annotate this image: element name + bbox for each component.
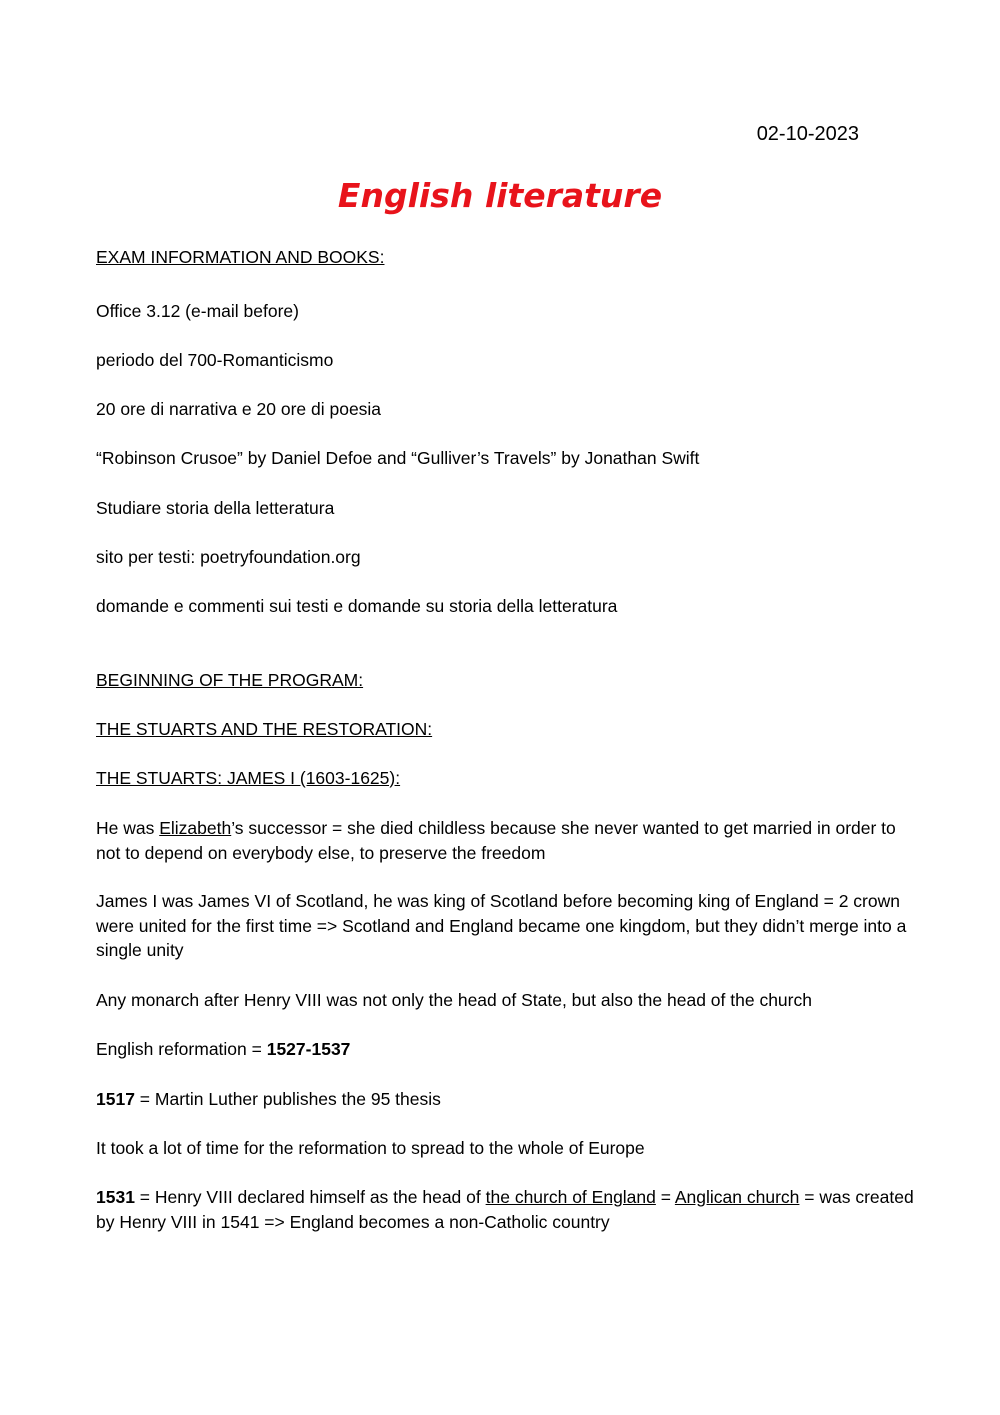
james-i-heading: THE STUARTS: JAMES I (1603-1625): bbox=[96, 768, 401, 788]
church-of-england-underlined: the church of England bbox=[485, 1187, 656, 1207]
paragraph-james-scotland: James I was James VI of Scotland, he was king of Scotland before becoming king of England = 2 crown were united for the first time => Scotland and England became one kingdom, but they didn’t merge into a single unity bbox=[96, 891, 907, 960]
paragraph-anglican bbox=[96, 1185, 916, 1234]
exam-line-office: Office 3.12 (e-mail before) bbox=[96, 301, 299, 321]
exam-info-heading: EXAM INFORMATION AND BOOKS: bbox=[96, 247, 385, 267]
paragraph-reformation bbox=[96, 1037, 916, 1062]
paragraph-luther bbox=[96, 1087, 916, 1112]
anglican-church-underlined: Anglican church bbox=[674, 1187, 800, 1207]
paragraph-spread: It took a lot of time for the reformation to spread to the whole of Europe bbox=[96, 1138, 645, 1158]
anglican-text-3: = was created by Henry VIII in 1541 => England becomes a non-Catholic country bbox=[96, 1187, 914, 1232]
stuarts-restoration-heading: THE STUARTS AND THE RESTORATION: bbox=[96, 719, 433, 739]
reformation-years: 1527-1537 bbox=[266, 1039, 351, 1059]
exam-line-hours: 20 ore di narrativa e 20 ore di poesia bbox=[96, 399, 382, 419]
paragraph-elizabeth bbox=[96, 816, 916, 865]
exam-line-study: Studiare storia della letteratura bbox=[96, 498, 335, 518]
luther-text: = Martin Luther publishes the 95 thesis bbox=[134, 1089, 441, 1109]
elizabeth-underlined: Elizabeth bbox=[159, 818, 232, 838]
exam-line-books: “Robinson Crusoe” by Daniel Defoe and “Gulliver’s Travels” by Jonathan Swift bbox=[96, 448, 700, 468]
program-beginning-heading: BEGINNING OF THE PROGRAM: bbox=[96, 670, 364, 690]
luther-year: 1517 bbox=[96, 1089, 135, 1109]
document-date: 02-10-2023 bbox=[756, 123, 859, 145]
anglican-text-1: = Henry VIII declared himself as the head of bbox=[134, 1187, 486, 1207]
paragraph-monarch: Any monarch after Henry VIII was not only the head of State, but also the head of the church bbox=[96, 990, 812, 1010]
anglican-year: 1531 bbox=[96, 1187, 135, 1207]
paragraph-elizabeth-pre: He was bbox=[96, 818, 160, 838]
anglican-text-2: = bbox=[655, 1187, 675, 1207]
reformation-text: English reformation = bbox=[96, 1039, 267, 1059]
paragraph-elizabeth-post: ’s successor = she died childless because she never wanted to get married in order to not to depend on everybody else, to preserve the freedom bbox=[96, 818, 896, 863]
exam-line-site: sito per testi: poetryfoundation.org bbox=[96, 547, 361, 567]
exam-line-period: periodo del 700-Romanticismo bbox=[96, 350, 334, 370]
document-title: English literature bbox=[337, 176, 663, 215]
exam-line-questions: domande e commenti sui testi e domande su storia della letteratura bbox=[96, 596, 618, 616]
